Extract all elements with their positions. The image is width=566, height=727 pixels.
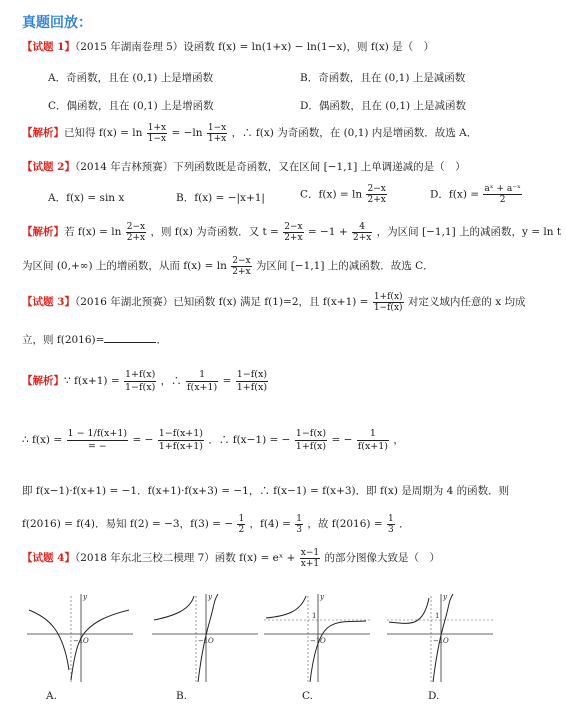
q2-sol-frac-1-den: 2+x (126, 232, 146, 243)
q1-sol-text-c: ，∴ f(x) 为奇函数，在 (0,1) 内是增函数．故选 A． (231, 127, 478, 139)
q3-l4-text-b: ，f(4) = (249, 518, 291, 530)
q1-option-d: D．偶函数，且在 (0,1) 上是减函数 (300, 100, 466, 112)
q4-stem-text-b: 的部分图像大致是（ ） (324, 552, 440, 564)
q2-sol-frac-3 (352, 222, 372, 243)
q3-stem (22, 290, 525, 314)
q1-stem-text: （2015 年湖南卷理 5）设函数 f(x) = ln(1+x) − ln(1−x)，则 f(x) 是（ ） (74, 41, 435, 53)
q1-sol-text-b: = −ln (171, 127, 203, 139)
q4-stem-frac-den: x+1 (300, 558, 320, 569)
q2-option-c-text: C．f(x) = ln (300, 188, 363, 201)
q2-option-d (430, 184, 523, 205)
q3-l4-frac-1-den: 2 (238, 524, 245, 535)
q4-stem-frac-num: x−1 (300, 547, 320, 558)
q2-option-c-num: 2−x (367, 184, 386, 194)
graph-d-one: 1 (435, 612, 440, 620)
graph-b-neg-one: −1 (198, 637, 209, 645)
q2-sol-text-a: 若 f(x) = ln (64, 226, 122, 238)
q2-sol-frac-1 (126, 222, 146, 243)
graph-c-origin: O (320, 637, 326, 645)
q1-sol-frac-1 (147, 123, 167, 144)
q2-option-d-den: 2 (499, 195, 506, 205)
q2-sol2-frac (231, 256, 251, 277)
q3-l2-frac-4-num: 1 (357, 428, 389, 441)
q3-solution-line-2 (22, 420, 404, 460)
q2-sol-frac-1-num: 2−x (126, 221, 146, 232)
q3-stem-text-a: （2016 年湖北预赛）已知函数 f(x) 满足 f(1)=2，且 f(x+1) = (74, 296, 369, 308)
q1-sol-frac-2 (207, 123, 227, 144)
q3-stem-frac-den: 1−f(x) (373, 302, 403, 313)
q3-l2-text-a: ∴ f(x) = (22, 434, 63, 446)
q1-option-c: C．偶函数，且在 (0,1) 上是增函数 (48, 100, 214, 112)
graph-c-one: 1 (312, 612, 317, 620)
q3-stem-frac-num: 1+f(x) (373, 291, 403, 302)
graph-d-neg-one: −1 (433, 637, 444, 645)
q3-l4-frac-3-num: 1 (388, 513, 394, 524)
graph-d-y-label: y (443, 593, 447, 601)
q2-sol-frac-2 (283, 222, 303, 243)
q3-l1-frac-1-num: 1+f(x) (124, 368, 156, 380)
q1-option-a: A．奇函数，且在 (0,1) 上是增函数 (48, 72, 214, 84)
q3-l2-frac-1-den: = − (87, 440, 107, 452)
q3-l2-text-e: ， (393, 434, 404, 446)
graph-a-y-label: y (83, 593, 87, 601)
q3-stem-line-2 (22, 332, 167, 347)
q2-sol-frac-2-num: 2−x (284, 221, 303, 232)
q3-sol-tag: 【解析】 (22, 375, 64, 387)
q2-option-b: B．f(x) = −|x+1| (176, 192, 265, 204)
graph-a-neg-one: −1 (73, 637, 84, 645)
q3-l2-text-c: ．∴ f(x−1) = − (208, 434, 291, 446)
q3-l2-frac-2 (158, 428, 204, 453)
q2-sol2-frac-num: 2−x (232, 255, 251, 266)
q2-sol-tag: 【解析】 (22, 226, 64, 238)
q2-sol2-text-b: 为区间 [−1,1] 上的减函数．故选 C． (255, 260, 434, 272)
q2-option-c (300, 184, 388, 205)
q1-sol-tag: 【解析】 (22, 127, 64, 139)
q3-stem2-end: ． (156, 334, 167, 346)
q3-l1-frac-3 (236, 369, 268, 394)
q2-tag: 【试题 2】 (22, 161, 75, 173)
q2-stem (22, 160, 466, 174)
q3-l1-frac-3-num: 1−f(x) (236, 368, 268, 380)
q1-tag: 【试题 1】 (22, 41, 75, 53)
graph-c-label: C. (302, 690, 313, 702)
q3-l4-frac-2-den: 3 (296, 524, 303, 535)
q1-stem (22, 40, 434, 54)
graph-a-origin: O (83, 637, 89, 645)
q1-sol-frac-2-num: 1−x (207, 122, 227, 133)
q3-l2-frac-3-num: 1−f(x) (295, 427, 327, 439)
q3-l1-text-c: = (222, 375, 232, 387)
q3-l4-frac-3-den: 3 (388, 524, 394, 535)
q2-option-c-frac (366, 184, 386, 205)
q2-option-d-text: D．f(x) = (430, 188, 480, 201)
q3-l2-frac-3 (295, 428, 327, 453)
q3-l2-frac-1 (67, 428, 129, 453)
graph-b-label: B. (176, 690, 188, 702)
q3-l2-frac-4 (357, 428, 389, 453)
graph-b (150, 590, 260, 685)
q3-l4-frac-1 (237, 514, 245, 535)
graph-b-origin: O (208, 637, 214, 645)
q3-l2-frac-4-den: f(x+1) (357, 440, 389, 452)
q3-l2-frac-1-num: 1 − 1/f(x+1) (67, 427, 128, 439)
q3-stem-frac (373, 292, 404, 313)
q2-option-a: A．f(x) = sin x (48, 192, 125, 204)
q2-sol-text-b: ，则 f(x) 为奇函数．又 t = (150, 226, 279, 238)
q3-l2-text-b: = − (132, 434, 154, 446)
q1-sol-text-a: 已知得 f(x) = ln (64, 127, 143, 139)
q2-solution-line-1 (22, 220, 561, 244)
q2-option-d-frac (483, 184, 521, 205)
page-title: 真题回放： (22, 15, 92, 31)
q3-l1-frac-2-num: 1 (186, 369, 218, 382)
q3-l4-frac-1-num: 1 (238, 513, 245, 524)
q3-stem2-text: 立，则 f(2016)= (22, 334, 105, 346)
q2-sol-frac-3-num: 4 (352, 222, 372, 233)
q1-sol-frac-2-den: 1+x (207, 133, 227, 144)
q3-l4-text-a: f(2016) = f(4)．易知 f(2) = −3，f(3) = − (22, 518, 234, 530)
q2-sol-frac-2-den: 2+x (284, 232, 303, 243)
q1-sol-frac-1-den: 1−x (147, 133, 167, 144)
q3-l4-text-c: ，故 f(2016) = (307, 518, 383, 530)
graph-d (385, 590, 495, 685)
graph-a (25, 590, 135, 685)
q3-l2-frac-2-num: 1−f(x+1) (158, 427, 204, 439)
q3-l1-frac-3-den: 1+f(x) (236, 381, 268, 393)
q3-l1-frac-1-den: 1−f(x) (124, 381, 156, 393)
q2-sol-text-c: = −1 + (307, 226, 348, 238)
q2-sol-text-d: ，为区间 [−1,1] 上的减函数，y = ln t (376, 226, 562, 238)
q1-solution (22, 122, 477, 144)
q1-option-b: B．奇函数，且在 (0,1) 上是减函数 (300, 72, 466, 84)
graph-c-y-label: y (320, 593, 324, 601)
q3-l4-frac-3 (387, 514, 395, 535)
q3-l1-frac-1 (124, 369, 156, 394)
q3-l2-frac-3-den: 1+f(x) (295, 440, 327, 452)
q3-l4-text-d: ． (399, 518, 410, 530)
graph-b-y-label: y (208, 593, 212, 601)
q2-solution-line-2 (22, 254, 434, 278)
q3-solution-line-4 (22, 512, 410, 536)
q3-solution-line-1 (22, 368, 269, 394)
q2-sol2-frac-den: 2+x (232, 266, 251, 277)
q3-l1-text-a: ∵ f(x+1) = (64, 375, 120, 387)
q1-sol-frac-1-num: 1+x (147, 122, 167, 133)
answer-blank (104, 332, 156, 343)
q2-option-d-num: aˣ + a⁻ˣ (484, 184, 521, 194)
graph-d-label: D. (428, 690, 440, 702)
q3-l4-frac-2-num: 1 (296, 513, 303, 524)
q2-option-c-den: 2+x (367, 195, 386, 205)
q3-solution-line-3: 即 f(x−1)·f(x+1) = −1．f(x+1)·f(x+3) = −1，∴ f(x−1) = f(x+3)．即 f(x) 是周期为 4 的函数．则 (22, 485, 510, 497)
q3-l1-frac-2 (186, 369, 218, 394)
q4-tag: 【试题 4】 (22, 552, 75, 564)
q3-l4-frac-2 (295, 514, 303, 535)
q2-sol2-text-a: 为区间 (0,+∞) 上的增函数，从而 f(x) = ln (22, 260, 227, 272)
graph-c-neg-one: −1 (310, 637, 321, 645)
q3-l1-text-b: ，∴ (160, 375, 182, 387)
graph-a-label: A. (46, 690, 57, 702)
q3-tag: 【试题 3】 (22, 296, 75, 308)
q2-sol-frac-3-den: 2+x (352, 232, 372, 243)
q3-l2-frac-2-den: 1+f(x+1) (158, 440, 204, 452)
graph-d-origin: O (443, 637, 449, 645)
q4-stem-text-a: （2018 年东北三校二模理 7）函数 f(x) = eˣ + (74, 552, 296, 564)
q3-l1-frac-2-den: f(x+1) (186, 381, 218, 393)
q4-stem-frac (300, 548, 320, 569)
q3-stem-text-b: 对定义域内任意的 x 均成 (407, 296, 526, 308)
q3-l2-text-d: = − (331, 434, 353, 446)
graph-c (262, 590, 372, 685)
q4-stem (22, 546, 440, 570)
q2-stem-text: （2014 年吉林预赛）下列函数既是奇函数，又在区间 [−1,1] 上单调递减的是（ ） (74, 161, 466, 173)
